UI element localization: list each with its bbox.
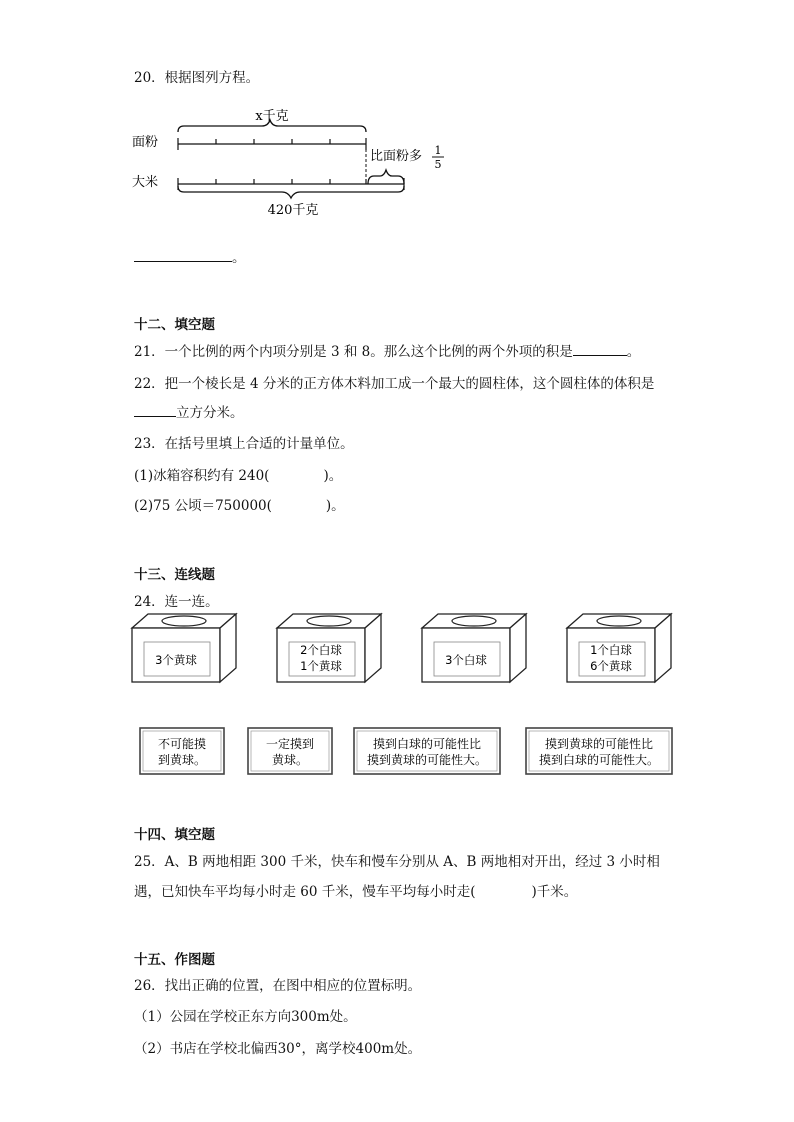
svg-text:不可能摸: 不可能摸 [157,737,207,751]
q21-line: 21．一个比例的两个内项分别是 3 和 8。那么这个比例的两个外项的积是 。 [134,344,641,360]
svg-text:到黄球。: 到黄球。 [157,753,207,767]
svg-text:黄球。: 黄球。 [271,753,309,767]
svg-text:摸到黄球的可能性大。: 摸到黄球的可能性大。 [366,753,488,767]
q20-text: 20．根据图列方程。 [134,70,260,86]
label-flour: 面粉 [132,135,159,150]
q23-text: 23．在括号里填上合适的计量单位。 [134,436,354,452]
section-14-title: 十四、填空题 [134,827,215,843]
svg-text:2个白球: 2个白球 [300,643,342,657]
svg-text:1个黄球: 1个黄球 [300,659,342,673]
side-label: 比面粉多 [370,149,423,164]
bottom-brace [178,186,404,198]
extra-brace [368,170,404,184]
svg-text:1个白球: 1个白球 [590,643,632,657]
q25-line2: 遇，已知快车平均每小时走 60 千米，慢车平均每小时走( )千米。 [134,884,578,900]
card-3[interactable] [354,728,500,774]
label-rice: 大米 [132,175,159,190]
q20-answer-blank[interactable] [134,249,232,262]
card-4[interactable] [526,728,672,774]
fraction-numerator: 1 [434,144,442,157]
q20-line-diagram [130,100,450,230]
svg-text:摸到白球的可能性比: 摸到白球的可能性比 [372,737,482,751]
bottom-label: 420千克 [267,203,319,218]
box-4 [567,614,671,682]
q21-blank[interactable] [573,343,627,356]
q23-item-1: (1)冰箱容积约有 240( )。 [134,468,343,484]
q25-line1: 25．A、B 两地相距 300 千米，快车和慢车分别从 A、B 两地相对开出，经过 3 小时相 [134,854,660,870]
svg-text:6个黄球: 6个黄球 [590,659,632,673]
section-12-title: 十二、填空题 [134,317,215,333]
card-2[interactable] [248,728,332,774]
q24-boxes [130,612,690,692]
box-2 [277,614,381,682]
svg-text:3个黄球: 3个黄球 [155,653,197,667]
section-15-title: 十五、作图题 [134,952,215,968]
svg-text:一定摸到: 一定摸到 [265,737,315,751]
q26-text: 26．找出正确的位置，在图中相应的位置标明。 [134,978,422,994]
q24-text: 24．连一连。 [134,594,219,610]
svg-text:摸到黄球的可能性比: 摸到黄球的可能性比 [544,737,654,751]
q22-blank[interactable] [134,404,176,417]
box-1 [132,614,236,682]
fraction-denominator: 5 [434,158,442,171]
q26-item-1: （1）公园在学校正东方向300m处。 [134,1009,357,1025]
q22-text: 22．把一个棱长是 4 分米的正方体木料加工成一个最大的圆柱体，这个圆柱体的体积是 [134,376,655,392]
q24-cards [130,724,690,780]
q26-item-2: （2）书店在学校北偏西30°，离学校400m处。 [134,1041,422,1057]
q20-answer-line: 。 [134,246,246,266]
card-1[interactable] [140,728,224,774]
svg-text:3个白球: 3个白球 [445,653,487,667]
section-13-title: 十三、连线题 [134,567,215,583]
box-3 [422,614,526,682]
top-label: x千克 [255,109,289,124]
q22-line2: 立方分米。 [134,401,244,421]
svg-text:摸到白球的可能性大。: 摸到白球的可能性大。 [538,753,660,767]
q23-item-2: (2)75 公顷＝750000( )。 [134,498,345,514]
